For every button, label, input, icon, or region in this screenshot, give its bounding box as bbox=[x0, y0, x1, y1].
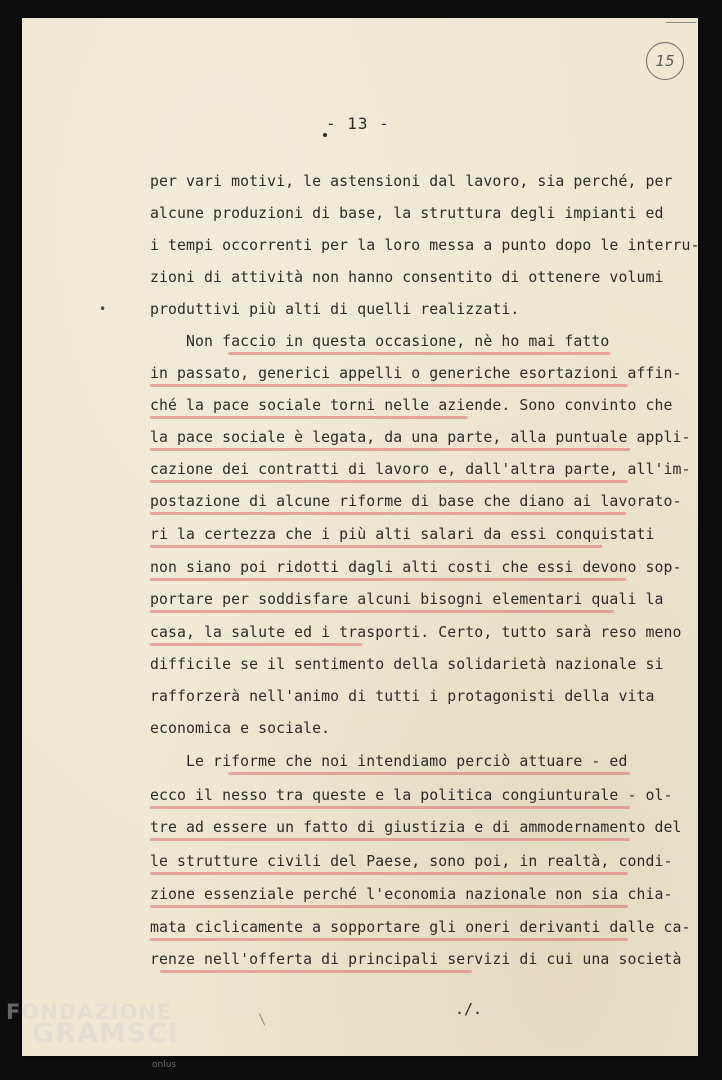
highlight-underline bbox=[150, 384, 628, 387]
text-line: tre ad essere un fatto di giustizia e di ammodernamento del bbox=[150, 819, 682, 836]
highlight-underline bbox=[228, 352, 610, 355]
watermark-line2: GRAMSCI bbox=[32, 1018, 180, 1049]
text-line: Non faccio in questa occasione, nè ho mai fatto bbox=[150, 333, 610, 350]
highlight-underline bbox=[228, 772, 630, 775]
watermark-line1: FONDAZIONE bbox=[6, 1000, 173, 1024]
text-line: in passato, generici appelli o generiche esortazioni affin- bbox=[150, 365, 682, 382]
text-line: renze nell'offerta di principali servizi di cui una società bbox=[150, 951, 682, 968]
highlight-underline bbox=[150, 545, 602, 548]
text-line: postazione di alcune riforme di base che diano ai lavorato- bbox=[150, 493, 682, 510]
watermark-onlus: onlus bbox=[152, 1060, 177, 1070]
highlight-underline bbox=[150, 905, 628, 908]
text-line: zioni di attività non hanno consentito di ottenere volumi bbox=[150, 269, 664, 286]
highlight-underline bbox=[150, 806, 630, 809]
text-line: alcune produzioni di base, la struttura degli impianti ed bbox=[150, 205, 664, 222]
ink-dot bbox=[323, 133, 327, 137]
text-line: ecco il nesso tra queste e la politica congiunturale - ol- bbox=[150, 787, 673, 804]
text-line: produttivi più alti di quelli realizzati. bbox=[150, 301, 520, 318]
pencil-mark: \ bbox=[258, 1012, 267, 1028]
watermark-logo bbox=[6, 1000, 180, 1070]
highlight-underline bbox=[160, 970, 472, 973]
highlight-underline bbox=[150, 872, 628, 875]
text-line: ri la certezza che i più alti salari da essi conquistati bbox=[150, 526, 655, 543]
highlight-underline bbox=[150, 480, 628, 483]
text-line: i tempi occorrenti per la loro messa a punto dopo le interru- bbox=[150, 237, 700, 254]
text-line: casa, la salute ed i trasporti. Certo, tutto sarà reso meno bbox=[150, 624, 682, 641]
highlight-underline bbox=[150, 938, 628, 941]
text-line: cazione dei contratti di lavoro e, dall'altra parte, all'im- bbox=[150, 461, 691, 478]
margin-mark: • bbox=[99, 302, 107, 316]
highlight-underline bbox=[150, 512, 626, 515]
continuation-mark: ./. bbox=[455, 1000, 483, 1018]
text-line: difficile se il sentimento della solidarietà nazionale si bbox=[150, 656, 664, 673]
corner-mark bbox=[666, 14, 696, 23]
text-line: le strutture civili del Paese, sono poi, in realtà, condi- bbox=[150, 853, 673, 870]
page-number: - 13 - bbox=[326, 114, 390, 133]
text-line: non siano poi ridotti dagli alti costi che essi devono sop- bbox=[150, 559, 682, 576]
highlight-underline bbox=[150, 610, 614, 613]
highlight-underline bbox=[150, 416, 468, 419]
text-line: zione essenziale perché l'economia nazionale non sia chia- bbox=[150, 886, 673, 903]
text-line: portare per soddisfare alcuni bisogni elementari quali la bbox=[150, 591, 664, 608]
text-line: per vari motivi, le astensioni dal lavoro, sia perché, per bbox=[150, 173, 673, 190]
text-line: ché la pace sociale torni nelle aziende. Sono convinto che bbox=[150, 397, 673, 414]
text-line: rafforzerà nell'animo di tutti i protagonisti della vita bbox=[150, 688, 655, 705]
text-line: la pace sociale è legata, da una parte, alla puntuale appli- bbox=[150, 429, 691, 446]
highlight-underline bbox=[150, 643, 362, 646]
archive-page-number: 15 bbox=[646, 42, 684, 80]
highlight-underline bbox=[150, 578, 626, 581]
highlight-underline bbox=[150, 838, 630, 841]
text-line: mata ciclicamente a sopportare gli oneri derivanti dalle ca- bbox=[150, 919, 691, 936]
text-line: Le riforme che noi intendiamo perciò attuare - ed bbox=[150, 753, 628, 770]
highlight-underline bbox=[150, 448, 630, 451]
text-line: economica e sociale. bbox=[150, 720, 331, 737]
